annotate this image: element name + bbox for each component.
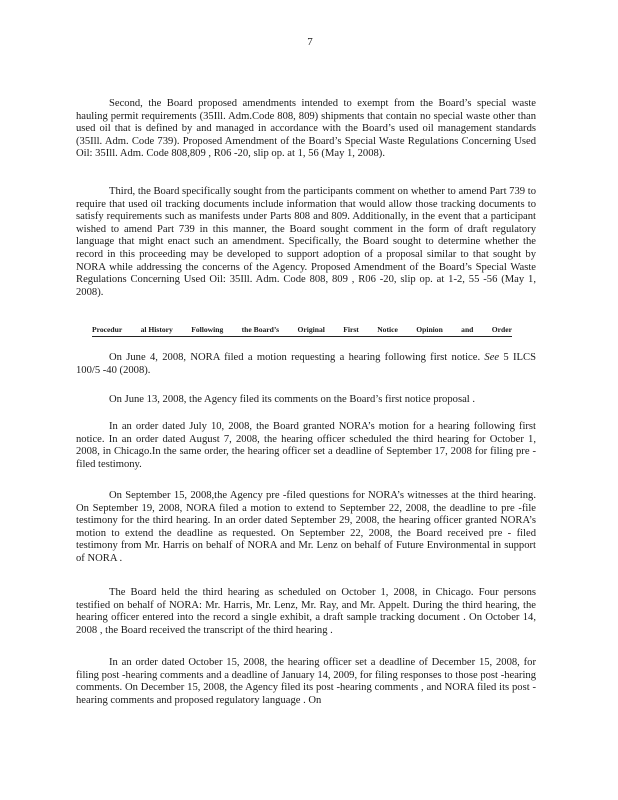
heading-word: Original [297,325,325,334]
heading-word: Opinion [416,325,443,334]
see-signal: See [484,352,500,363]
history-third-hearing: The Board held the third hearing as scheduled on October 1, 2008, in Chicago. Four persons testified on behalf of NORA: Mr. Harris, Mr. Lenz, Mr. Ray, and Mr. Appelt. During the third hearing, the hearing officer entered into the record a single exhibit, a draft sample tracking document . On October 14, 2008 , the Board received the transcript of the third hearing . [76,587,536,636]
heading-word: Order [491,325,512,334]
ilcs-citation: 5 ILCS 100/5 -40 (2008). [76,352,536,376]
history-june-4 [76,352,536,377]
heading-word: the Board’s [241,325,280,334]
heading-word: Following [191,325,224,334]
paragraph-third-comment: Third, the Board specifically sought from the participants comment on whether to amend Part 739 to require that used oil tracking documents include information that would allow those tracking documents to satisfy requirements such as manifests under Parts 808 and 809. Additionally, in the event that a participant wished to amend Part 739 in this manner, the Board sought comment in the form of draft regulatory language that might enact such an amendment. Specifically, the Board sought to determine whether the record in this proceeding may be developed to support adoption of a proposal similar to that sought by NORA while addressing the concerns of the Agency. Proposed Amendment of the Board’s Special Waste Regulations Concerning Used Oil: 35Ill. Adm. Code 808, 809 , R06 -20, slip op. at 1-2, 55 -56 (May 1, 2008). [76,186,536,298]
paragraph-second-amendment: Second, the Board proposed amendments intended to exempt from the Board’s special waste hauling permit requirements (35Ill. Adm.Code 808, 809) shipments that contain no special waste other than used oil that is defined by and managed in accordance with the Board’s used oil management standards (35Ill. Adm. Code 739). Proposed Amendment of the Board’s Special Waste Regulations Concerning Used Oil: 35Ill. Adm. Code 808,809 , R06 -20, slip op. at 1, 56 (May 1, 2008). [76,98,536,160]
heading-word: al History [140,325,173,334]
heading-word: and [461,325,474,334]
history-june-13: On June 13, 2008, the Agency filed its comments on the Board’s first notice proposal . [109,394,476,405]
history-june-4-text: On June 4, 2008, NORA filed a motion requesting a hearing following first notice. [109,352,481,363]
page-number: 7 [307,36,313,48]
section-heading [92,325,512,337]
history-october-15: In an order dated October 15, 2008, the hearing officer set a deadline of December 15, 2008, for filing post -hearing comments and a deadline of January 14, 2009, for filing responses to those post -hearing comments. On December 15, 2008, the Agency filed its post -hearing comments , and NORA filed its post -hearing comments and proposed regulatory language . On [76,657,536,706]
history-july-10: In an order dated July 10, 2008, the Board granted NORA’s motion for a hearing following first notice. In an order dated August 7, 2008, the hearing officer scheduled the third hearing for October 1, 2008, in Chicago.In the same order, the hearing officer set a deadline of September 17, 2008 for filing pre -filed testimony. [76,421,536,470]
history-september: On September 15, 2008,the Agency pre -filed questions for NORA’s witnesses at the third hearing. On September 19, 2008, NORA filed a motion to extend to September 22, 2008, the deadline to pre -file testimony for the third hearing. In an order dated September 29, 2008, the hearing officer granted NORA’s motion to extend the deadline as requested. On September 22, 2008, the Board received pre - filed testimony from Mr. Harris on behalf of NORA and Mr. Lenz on behalf of Future Environmental in support of NORA . [76,490,536,564]
heading-word: Notice [377,325,398,334]
heading-word: First [343,325,359,334]
heading-word: Procedur [92,325,123,334]
